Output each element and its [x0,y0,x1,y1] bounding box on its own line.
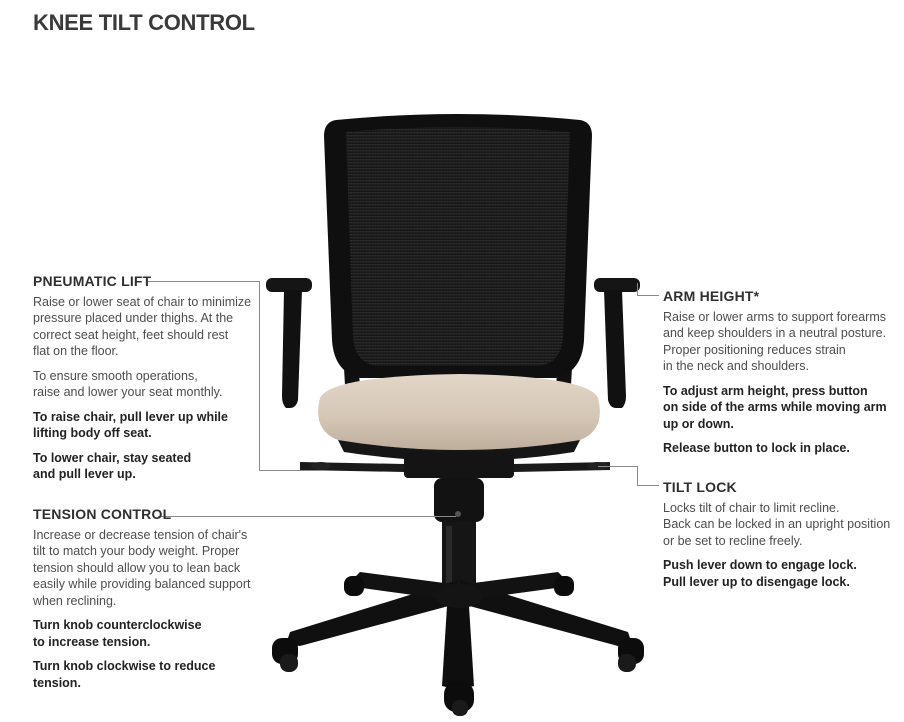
pneumatic-lift-heading: PNEUMATIC LIFT [33,273,152,289]
leader-line-tilt-v [637,466,638,486]
pneumatic-lift-description: Raise or lower seat of chair to minimize pressure placed under thighs. At the correct seat height, feet should rest flat on the floor. [33,294,252,358]
pneumatic-lift-section [33,273,258,491]
leader-line-tilt-h2 [637,485,659,486]
tilt-lock-description: Locks tilt of chair to limit recline. Back can be locked in an upright position or be set to recline freely. [663,500,891,548]
leader-line-pneumatic-h2 [259,470,321,471]
pneumatic-lift-lower-instruction: To lower chair, stay seated and pull lever up. [33,450,192,481]
page-title: KNEE TILT CONTROL [33,10,255,35]
arm-height-heading: ARM HEIGHT* [663,288,760,304]
arm-height-description: Raise or lower arms to support forearms and keep shoulders in a neutral posture. Proper positioning reduces strain in the neck and shoulders. [663,309,887,373]
pneumatic-lift-raise-instruction: To raise chair, pull lever up while lifting body off seat. [33,409,228,440]
tension-control-increase-instruction: Turn knob counterclockwise to increase tension. [33,618,202,649]
tension-control-reduce-instruction: Turn knob clockwise to reduce tension. [33,659,216,690]
arm-height-section [663,288,898,465]
tilt-lock-heading: TILT LOCK [663,479,737,495]
leader-line-pneumatic-v [259,281,260,470]
leader-line-tilt-h [598,466,638,467]
tension-control-section [33,506,263,699]
tilt-lock-instruction: Push lever down to engage lock. Pull lever up to disengage lock. [663,558,857,589]
arm-height-adjust-instruction: To adjust arm height, press button on side of the arms while moving arm up or down. [663,383,887,431]
tension-control-heading: TENSION CONTROL [33,506,172,522]
pneumatic-lift-maintenance: To ensure smooth operations, raise and lower your seat monthly. [33,368,223,399]
arm-height-release-instruction: Release button to lock in place. [663,441,850,455]
leader-line-arm-h [637,295,659,296]
tilt-lock-section [663,479,898,598]
tension-control-description: Increase or decrease tension of chair's tilt to match your body weight. Proper tension should allow you to lean back easily while providing balanced support when reclining. [33,527,251,608]
